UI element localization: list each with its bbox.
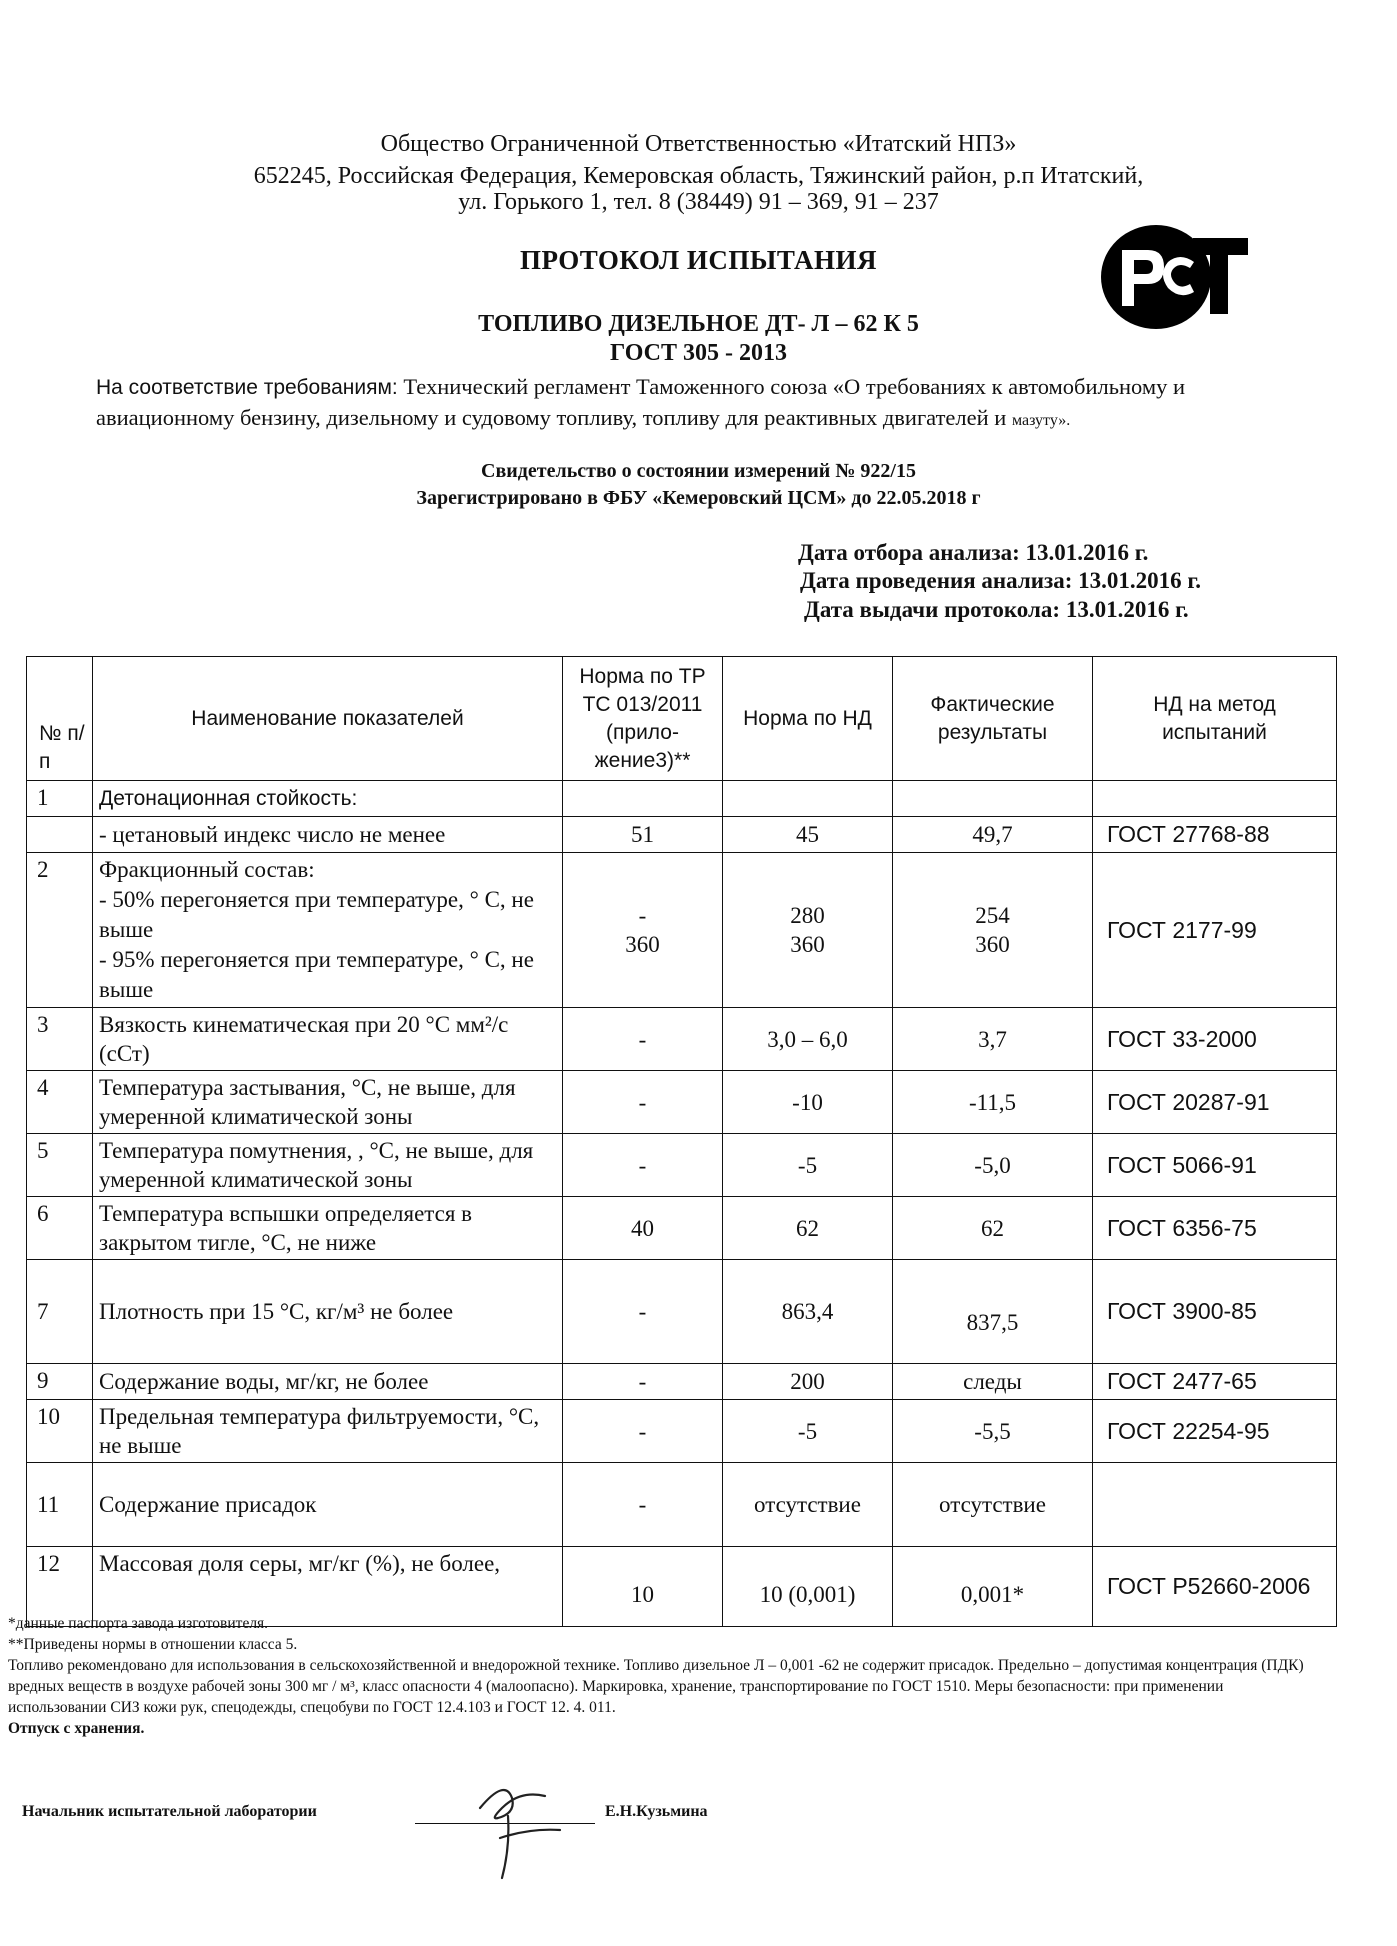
row-actual: 3,7 bbox=[893, 1008, 1093, 1071]
row-tr-norm: - bbox=[563, 1463, 723, 1547]
row-nd-norm-1: 280 bbox=[790, 903, 825, 928]
row-tr-norm bbox=[563, 781, 723, 817]
row-tr-norm bbox=[563, 853, 723, 1008]
table-row bbox=[27, 1197, 1337, 1260]
row-nd-norm: -5 bbox=[723, 1134, 893, 1197]
header-name: Наименование показателей bbox=[93, 657, 563, 781]
row-method: ГОСТ 22254-95 bbox=[1093, 1400, 1337, 1463]
table-row bbox=[27, 853, 1337, 1008]
row-tr-norm-1: - bbox=[638, 903, 647, 928]
row-name-title: Фракционный состав: bbox=[99, 857, 315, 882]
row-nd-norm: 3,0 – 6,0 bbox=[723, 1008, 893, 1071]
row-tr-norm: 10 bbox=[563, 1547, 723, 1627]
organization-name: Общество Ограниченной Ответственностью «Итатский НПЗ» bbox=[380, 131, 1017, 157]
header-method: НД на метод испытаний bbox=[1093, 657, 1337, 781]
row-nd-norm-2: 360 bbox=[790, 932, 825, 957]
row-actual: 0,001* bbox=[893, 1547, 1093, 1627]
row-method: ГОСТ 33-2000 bbox=[1093, 1008, 1337, 1071]
row-method: ГОСТ 2177-99 bbox=[1093, 853, 1337, 1008]
row-name: Содержание воды, мг/кг, не более bbox=[93, 1364, 563, 1400]
row-actual: отсутствие bbox=[893, 1463, 1093, 1547]
row-nd-norm: 863,4 bbox=[723, 1260, 893, 1364]
row-num: 11 bbox=[27, 1463, 93, 1547]
row-name: Предельная температура фильтруемости, °С, не выше bbox=[93, 1400, 563, 1463]
footnote-1: *данные паспорта завода изготовителя. bbox=[8, 1615, 269, 1632]
signatory-name: Е.Н.Кузьмина bbox=[605, 1803, 708, 1820]
header-tr-norm: Норма по ТР ТС 013/2011 (прило-жение3)** bbox=[563, 657, 723, 781]
row-num: 9 bbox=[27, 1364, 93, 1400]
row-tr-norm: - bbox=[563, 1008, 723, 1071]
row-method: ГОСТ 3900-85 bbox=[1093, 1260, 1337, 1364]
row-actual: следы bbox=[893, 1364, 1093, 1400]
row-num: 5 bbox=[27, 1134, 93, 1197]
compliance-label: На соответствие требованиям: bbox=[96, 376, 398, 399]
compliance-text: Технический регламент Таможенного союза «О требованиях к автомобильному и авиационному бензину, дизельному и судовому топливу, топливу для реактивных двигателей и bbox=[96, 374, 1186, 430]
header-num: № п/п bbox=[27, 657, 93, 781]
row-method bbox=[1093, 1463, 1337, 1547]
row-tr-norm-2: 360 bbox=[625, 932, 660, 957]
row-method: ГОСТ 5066-91 bbox=[1093, 1134, 1337, 1197]
header-nd-norm: Норма по НД bbox=[723, 657, 893, 781]
row-method bbox=[1093, 781, 1337, 817]
fuel-name: ТОПЛИВО ДИЗЕЛЬНОЕ ДТ- Л – 62 К 5 bbox=[478, 311, 919, 337]
row-actual: 837,5 bbox=[893, 1260, 1093, 1364]
organization-address-line-1: 652245, Российская Федерация, Кемеровская область, Тяжинский район, р.п Итатский, bbox=[253, 163, 1144, 189]
row-actual: 62 bbox=[893, 1197, 1093, 1260]
row-nd-norm: 200 bbox=[723, 1364, 893, 1400]
table-row bbox=[27, 1364, 1337, 1400]
footnote-3: Топливо рекомендовано для использования в сельскохозяйственной и внедорожной технике. Топливо дизельное Л – 0,001 -62 не содержит присадок. Предельно – допустимая концентрация (ПДК) вредных веществ в воздухе рабочей зоны 300 мг / м³, класс опасности 4 (малоопасно). Маркировка, хранение, транспортирование по ГОСТ 1510. Меры безопасности: при применении использовании СИЗ кожи рук, спецодежды, спецобуви по ГОСТ 12.4.103 и ГОСТ 12. 4. 011. bbox=[8, 1657, 1304, 1716]
row-method: ГОСТ 2477-65 bbox=[1093, 1364, 1337, 1400]
row-method: ГОСТ Р52660-2006 bbox=[1093, 1547, 1337, 1627]
signatory-role: Начальник испытательной лаборатории bbox=[22, 1803, 317, 1820]
row-num: 1 bbox=[27, 781, 93, 817]
row-nd-norm: 10 (0,001) bbox=[723, 1547, 893, 1627]
row-actual bbox=[893, 853, 1093, 1008]
row-num: 2 bbox=[27, 853, 93, 1008]
footnote-2: **Приведены нормы в отношении класса 5. bbox=[8, 1636, 298, 1653]
row-name: Детонационная стойкость: bbox=[93, 781, 563, 817]
row-method: ГОСТ 6356-75 bbox=[1093, 1197, 1337, 1260]
table-row bbox=[27, 1463, 1337, 1547]
table-row bbox=[27, 1071, 1337, 1134]
row-name: Температура вспышки определяется в закрытом тигле, °С, не ниже bbox=[93, 1197, 563, 1260]
table-header-row bbox=[27, 657, 1337, 781]
table-row bbox=[27, 817, 1337, 853]
results-table bbox=[26, 656, 1337, 1627]
row-nd-norm: 45 bbox=[723, 817, 893, 853]
row-num: 7 bbox=[27, 1260, 93, 1364]
row-tr-norm: - bbox=[563, 1071, 723, 1134]
row-name bbox=[93, 853, 563, 1008]
compliance-text-tail: мазуту». bbox=[1011, 412, 1071, 429]
row-name: Содержание присадок bbox=[93, 1463, 563, 1547]
organization-address-line-2: ул. Горького 1, тел. 8 (38449) 91 – 369, 91 – 237 bbox=[458, 189, 939, 215]
row-nd-norm bbox=[723, 781, 893, 817]
row-name: Температура застывания, °С, не выше, для умеренной климатической зоны bbox=[93, 1071, 563, 1134]
row-nd-norm: отсутствие bbox=[723, 1463, 893, 1547]
row-num: 10 bbox=[27, 1400, 93, 1463]
header-actual: Фактические результаты bbox=[893, 657, 1093, 781]
row-num: 6 bbox=[27, 1197, 93, 1260]
row-num: 4 bbox=[27, 1071, 93, 1134]
row-name: Плотность при 15 °С, кг/м³ не более bbox=[93, 1260, 563, 1364]
certificate-line-2: Зарегистрировано в ФБУ «Кемеровский ЦСМ» до 22.05.2018 г bbox=[416, 487, 981, 509]
row-name: - цетановый индекс число не менее bbox=[93, 817, 563, 853]
row-name: Вязкость кинематическая при 20 °С мм²/с (сСт) bbox=[93, 1008, 563, 1071]
footnote-4: Отпуск с хранения. bbox=[8, 1720, 145, 1737]
row-tr-norm: 40 bbox=[563, 1197, 723, 1260]
row-actual-2: 360 bbox=[975, 932, 1010, 957]
row-actual: 49,7 bbox=[893, 817, 1093, 853]
row-tr-norm: - bbox=[563, 1134, 723, 1197]
row-tr-norm: - bbox=[563, 1260, 723, 1364]
table-row bbox=[27, 781, 1337, 817]
row-actual: -11,5 bbox=[893, 1071, 1093, 1134]
footnotes bbox=[8, 1613, 1308, 1739]
row-num bbox=[27, 817, 93, 853]
row-nd-norm: -10 bbox=[723, 1071, 893, 1134]
row-method: ГОСТ 20287-91 bbox=[1093, 1071, 1337, 1134]
compliance-paragraph bbox=[96, 372, 1326, 436]
certificate-line-1: Свидетельство о состоянии измерений № 922/15 bbox=[481, 460, 916, 482]
row-name-sub-1: - 50% перегоняется при температуре, ° С, не выше bbox=[99, 887, 534, 942]
protocol-title: ПРОТОКОЛ ИСПЫТАНИЯ bbox=[519, 245, 878, 275]
row-num: 12 bbox=[27, 1547, 93, 1627]
row-num: 3 bbox=[27, 1008, 93, 1071]
row-name: Температура помутнения, , °С, не выше, для умеренной климатической зоны bbox=[93, 1134, 563, 1197]
row-nd-norm: 62 bbox=[723, 1197, 893, 1260]
table-row bbox=[27, 1008, 1337, 1071]
row-actual bbox=[893, 781, 1093, 817]
row-actual-1: 254 bbox=[975, 903, 1010, 928]
row-tr-norm: - bbox=[563, 1364, 723, 1400]
row-tr-norm: - bbox=[563, 1400, 723, 1463]
row-name: Массовая доля серы, мг/кг (%), не более, bbox=[93, 1547, 563, 1627]
table-row bbox=[27, 1260, 1337, 1364]
row-nd-norm: -5 bbox=[723, 1400, 893, 1463]
row-actual: -5,5 bbox=[893, 1400, 1093, 1463]
table-row bbox=[27, 1134, 1337, 1197]
fuel-gost: ГОСТ 305 - 2013 bbox=[610, 340, 787, 366]
table-row bbox=[27, 1400, 1337, 1463]
row-nd-norm bbox=[723, 853, 893, 1008]
row-tr-norm: 51 bbox=[563, 817, 723, 853]
row-name-sub-2: - 95% перегоняется при температуре, ° С, не выше bbox=[99, 947, 534, 1002]
row-actual: -5,0 bbox=[893, 1134, 1093, 1197]
issue-date: Дата выдачи протокола: 13.01.2016 г. bbox=[804, 597, 1189, 622]
analysis-date: Дата проведения анализа: 13.01.2016 г. bbox=[800, 568, 1202, 593]
row-method: ГОСТ 27768-88 bbox=[1093, 817, 1337, 853]
sampling-date: Дата отбора анализа: 13.01.2016 г. bbox=[798, 540, 1149, 565]
handwritten-signature bbox=[450, 1768, 590, 1888]
